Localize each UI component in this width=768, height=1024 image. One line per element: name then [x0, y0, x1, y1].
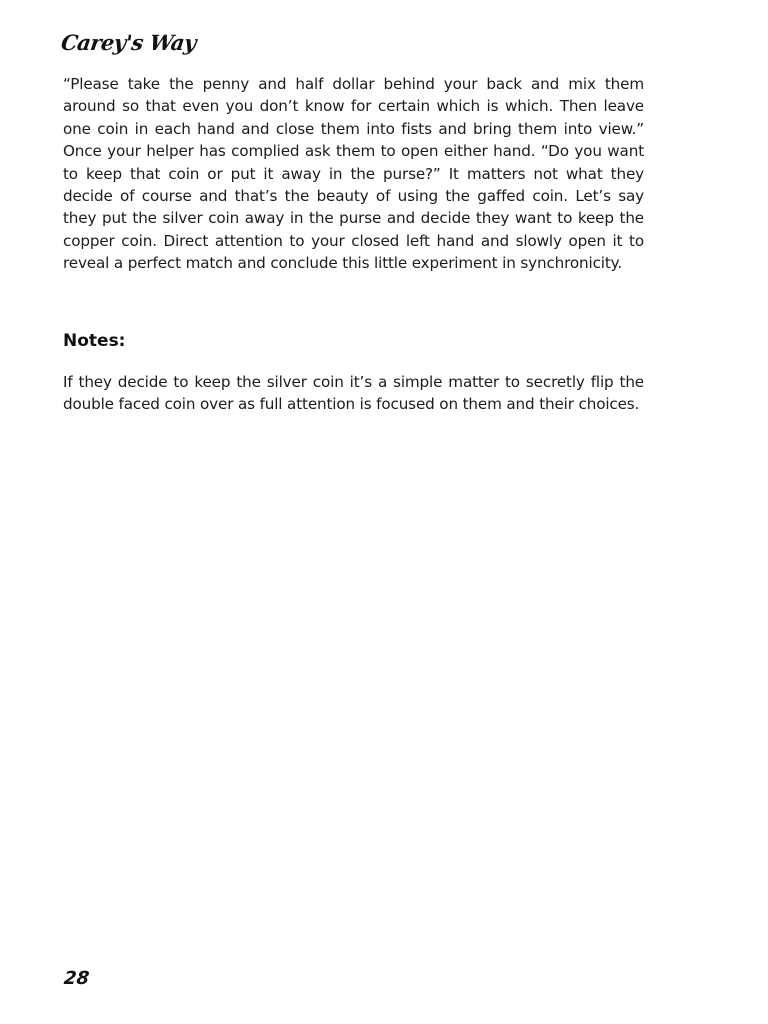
notes-paragraph: If they decide to keep the silver coin it’s a simple matter to secretly flip the double faced coin over as full attention is focused on them and their choices.: [63, 373, 644, 414]
notes-heading: Notes:: [63, 331, 126, 351]
body-paragraph: “Please take the penny and half dollar behind your back and mix them around so that even you don’t know for certain which is which. Then leave one coin in each hand and close them into fists and bring them into view.” Once your helper has complied ask them to open either hand. “Do you want to keep that coin or put it away in the purse?” It matters not what they decide of course and that’s the beauty of using the gaffed coin. Let’s say they put the silver coin away in the purse and decide they want to keep the copper coin. Direct attention to your closed left hand and slowly open it to reveal a perfect match and conclude this little experiment in synchronicity.: [63, 75, 644, 273]
page-number: 28: [62, 968, 91, 989]
running-header-title: Carey's Way: [59, 30, 198, 55]
